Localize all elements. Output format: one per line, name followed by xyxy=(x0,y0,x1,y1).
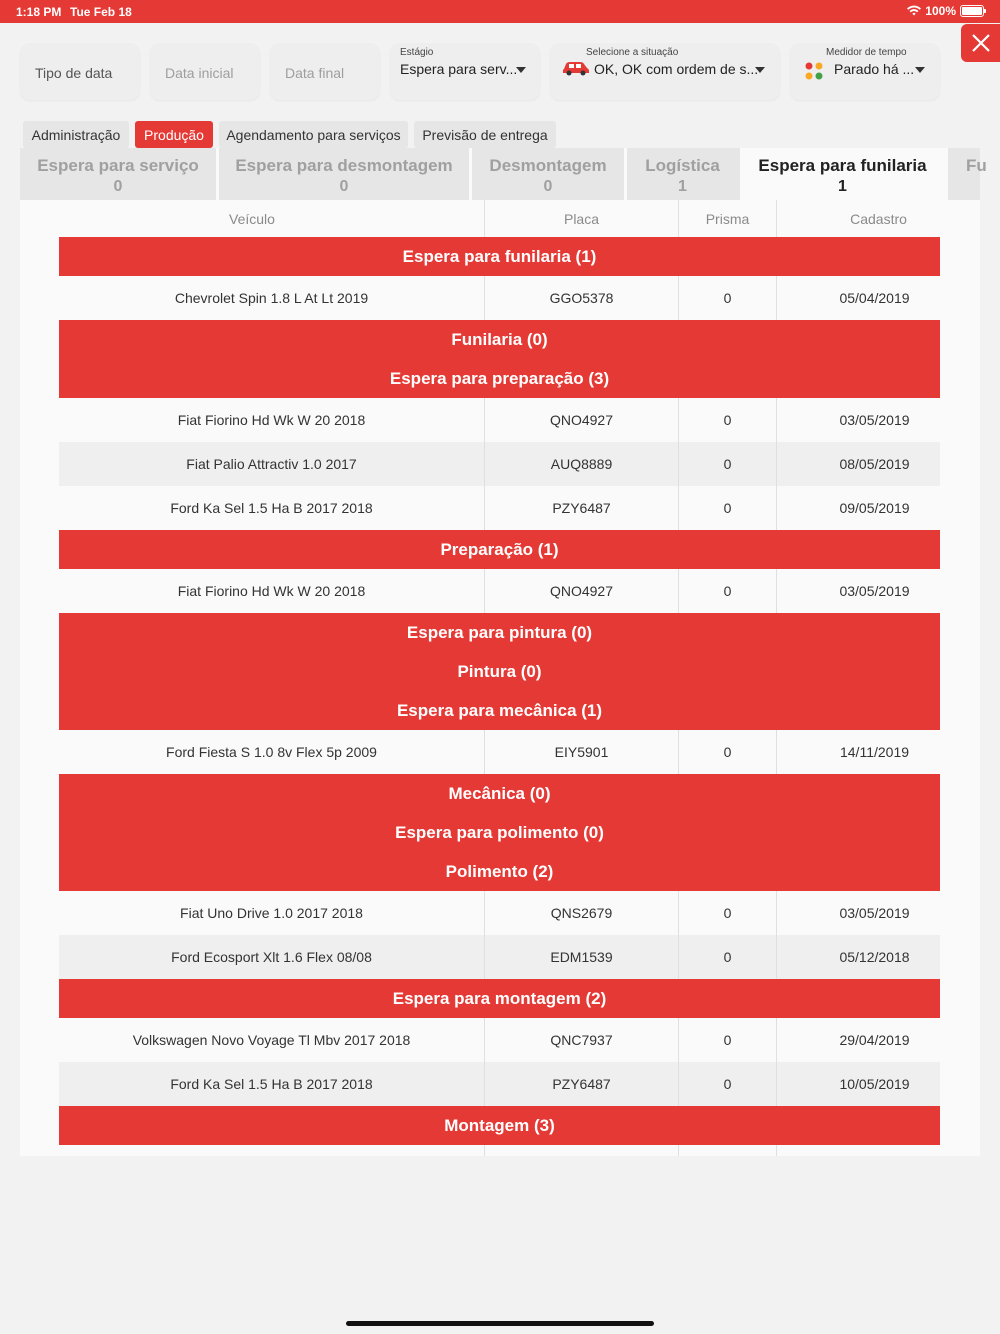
chevron-down-icon xyxy=(516,67,526,73)
cell-prism: 0 xyxy=(723,1076,732,1092)
stage-tab-active[interactable] xyxy=(740,148,945,200)
cell-plate: QNO4927 xyxy=(549,412,614,428)
stage-name: Espera para desmontagem xyxy=(235,156,453,175)
start-date-placeholder: Data inicial xyxy=(165,65,234,81)
group-header[interactable]: Espera para pintura (0) xyxy=(406,622,593,642)
timer-select[interactable] xyxy=(790,43,940,100)
cell-vehicle: Fiat Uno Drive 1.0 2017 2018 xyxy=(180,905,363,921)
cell-vehicle: Ford Fiesta S 1.0 8v Flex 5p 2009 xyxy=(166,744,377,760)
timer-label: Medidor de tempo xyxy=(826,47,907,58)
battery-icon xyxy=(960,5,984,17)
end-date-field[interactable] xyxy=(270,43,380,100)
cell-date: 08/05/2019 xyxy=(839,456,910,472)
car-icon xyxy=(562,58,590,76)
table-row[interactable] xyxy=(59,398,940,442)
group-header[interactable]: Montagem (3) xyxy=(444,1115,555,1135)
status-time: 1:18 PM xyxy=(16,5,62,19)
cell-plate: QNS2679 xyxy=(550,905,613,921)
stage-name: Espera para serviço xyxy=(37,156,199,175)
table-row[interactable] xyxy=(59,442,940,486)
traffic-dots-icon xyxy=(804,61,826,83)
close-icon xyxy=(970,32,992,54)
stage-name: Espera para funilaria xyxy=(758,156,927,175)
cell-vehicle: Ford Ka Sel 1.5 Ha B 2017 2018 xyxy=(170,1076,373,1092)
status-date: Tue Feb 18 xyxy=(70,5,132,19)
stage-value: Espera para serv... xyxy=(400,61,518,77)
cell-vehicle: Chevrolet Spin 1.8 L At Lt 2019 xyxy=(174,290,369,306)
cell-prism: 0 xyxy=(723,744,732,760)
cell-vehicle: Fiat Palio Attractiv 1.0 2017 xyxy=(186,456,357,472)
group-header[interactable]: Mecânica (0) xyxy=(448,783,551,803)
table-row[interactable] xyxy=(59,569,940,613)
cell-vehicle: Volkswagen Novo Voyage Tl Mbv 2017 2018 xyxy=(132,1032,411,1048)
column-header-prism[interactable]: Prisma xyxy=(705,210,750,227)
cell-prism: 0 xyxy=(723,949,732,965)
cell-plate: QNO4927 xyxy=(549,583,614,599)
stage-tab[interactable] xyxy=(219,148,469,200)
start-date-field[interactable] xyxy=(150,43,260,100)
group-header[interactable]: Espera para montagem (2) xyxy=(392,988,607,1008)
table-row[interactable] xyxy=(59,935,940,979)
cell-date: 03/05/2019 xyxy=(839,905,910,921)
situation-label: Selecione a situação xyxy=(586,47,679,58)
stage-count: 0 xyxy=(543,178,553,195)
cell-plate: EIY5901 xyxy=(554,744,609,760)
cell-prism: 0 xyxy=(723,456,732,472)
stage-count: 0 xyxy=(339,178,349,195)
stage-tab[interactable] xyxy=(627,148,738,200)
cell-prism: 0 xyxy=(723,905,732,921)
table-row[interactable] xyxy=(59,891,940,935)
stage-count: 1 xyxy=(678,178,687,195)
group-header[interactable]: Espera para preparação (3) xyxy=(389,368,610,388)
table-row[interactable] xyxy=(59,486,940,530)
column-header-vehicle[interactable]: Veículo xyxy=(229,210,275,227)
table-row[interactable] xyxy=(59,1018,940,1062)
cell-plate: EDM1539 xyxy=(550,949,613,965)
stage-name: Fu xyxy=(966,156,987,175)
battery-percent: 100% xyxy=(925,4,956,18)
home-indicator[interactable] xyxy=(346,1321,654,1326)
stage-select[interactable] xyxy=(390,43,540,100)
group-header[interactable]: Funilaria (0) xyxy=(451,329,548,349)
chevron-down-icon xyxy=(755,67,765,73)
table-row[interactable] xyxy=(59,276,940,320)
group-header[interactable]: Espera para funilaria (1) xyxy=(402,246,597,266)
cell-plate: PZY6487 xyxy=(552,500,611,516)
cell-vehicle: Ford Ka Sel 1.5 Ha B 2017 2018 xyxy=(170,500,373,516)
situation-value: OK, OK com ordem de s... xyxy=(594,61,759,77)
stage-name: Desmontagem xyxy=(489,156,607,175)
chevron-down-icon xyxy=(915,67,925,73)
close-button[interactable] xyxy=(961,24,1000,62)
cell-plate: QNC7937 xyxy=(550,1032,613,1048)
group-header[interactable]: Pintura (0) xyxy=(457,661,542,681)
date-type-select[interactable] xyxy=(20,43,140,100)
cell-vehicle: Fiat Fiorino Hd Wk W 20 2018 xyxy=(177,412,366,428)
status-bar xyxy=(0,0,1000,23)
timer-value: Parado há ... xyxy=(834,61,915,77)
table-row[interactable] xyxy=(59,730,940,774)
status-right xyxy=(907,4,984,18)
cell-plate: AUQ8889 xyxy=(550,456,613,472)
stage-count: 0 xyxy=(113,178,123,195)
tab-agendamento[interactable]: Agendamento para serviços xyxy=(219,121,408,148)
cell-vehicle: Ford Ecosport Xlt 1.6 Flex 08/08 xyxy=(171,949,372,965)
cell-date: 05/12/2018 xyxy=(839,949,910,965)
cell-plate: PZY6487 xyxy=(552,1076,611,1092)
stage-count: 1 xyxy=(838,178,847,195)
cell-plate: GGO5378 xyxy=(549,290,614,306)
wifi-icon xyxy=(907,6,921,16)
cell-vehicle: Fiat Fiorino Hd Wk W 20 2018 xyxy=(177,583,366,599)
cell-prism: 0 xyxy=(723,1032,732,1048)
group-header[interactable]: Polimento (2) xyxy=(445,861,554,881)
cell-date: 10/05/2019 xyxy=(839,1076,910,1092)
end-date-placeholder: Data final xyxy=(285,65,345,81)
situation-select[interactable] xyxy=(550,43,780,100)
stage-tab[interactable] xyxy=(472,148,624,200)
stage-tab[interactable] xyxy=(948,148,987,200)
group-header[interactable]: Espera para mecânica (1) xyxy=(396,700,603,720)
stage-label: Estágio xyxy=(400,47,434,58)
tab-producao[interactable]: Produção xyxy=(135,121,213,148)
stage-name: Logística xyxy=(645,156,720,175)
column-header-date[interactable]: Cadastro xyxy=(850,210,907,227)
group-header[interactable]: Espera para polimento (0) xyxy=(395,822,604,842)
cell-date: 29/04/2019 xyxy=(839,1032,910,1048)
cell-prism: 0 xyxy=(723,500,732,516)
cell-date: 03/05/2019 xyxy=(839,583,910,599)
date-type-placeholder: Tipo de data xyxy=(35,65,113,81)
tab-administracao[interactable]: Administração xyxy=(23,121,129,148)
column-header-plate[interactable]: Placa xyxy=(563,210,600,227)
cell-date: 14/11/2019 xyxy=(839,744,910,760)
cell-prism: 0 xyxy=(723,412,732,428)
cell-date: 09/05/2019 xyxy=(839,500,910,516)
cell-prism: 0 xyxy=(723,583,732,599)
stage-tab[interactable] xyxy=(20,148,216,200)
cell-date: 05/04/2019 xyxy=(839,290,910,306)
group-header[interactable]: Preparação (1) xyxy=(440,539,559,559)
cell-prism: 0 xyxy=(723,290,732,306)
cell-date: 03/05/2019 xyxy=(839,412,910,428)
tab-previsao[interactable]: Previsão de entrega xyxy=(414,121,556,148)
table-row[interactable] xyxy=(59,1062,940,1106)
